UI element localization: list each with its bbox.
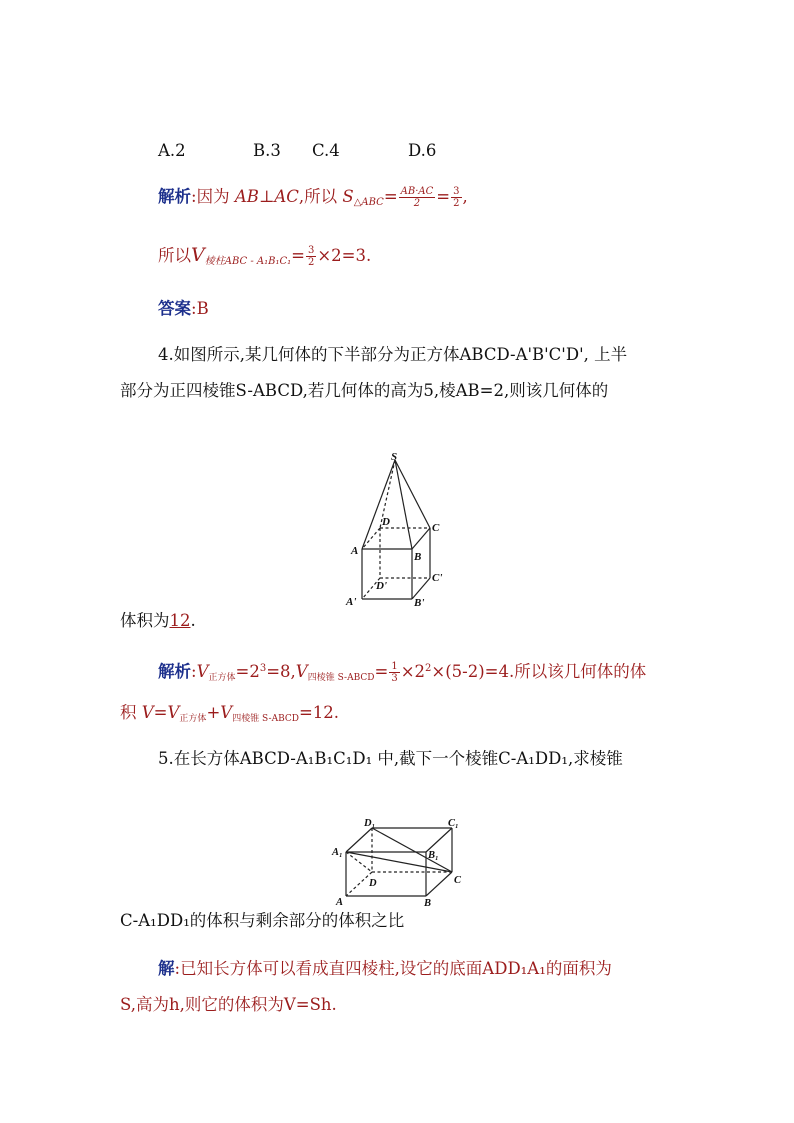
label-a1: A₁ (332, 847, 343, 858)
label-b: B (424, 898, 432, 908)
volume-symbol: V (295, 662, 308, 681)
because-text: 因为 (196, 187, 235, 206)
exponent: 2 (425, 663, 432, 674)
equals: = (374, 662, 389, 681)
label-b1: B₁ (428, 850, 439, 861)
solution-text: 已知长方体可以看成直四棱柱,设它的底面ADD₁A₁的面积为 (180, 959, 612, 978)
condition-text: AB⊥AC (234, 187, 299, 206)
equals: = (383, 187, 398, 206)
label-c-prime: C' (432, 572, 443, 584)
so-text: 所以 (158, 246, 191, 265)
analysis-tail: 所以该几何体的体 (514, 662, 647, 681)
frac-denominator: 3 (391, 673, 398, 684)
answer-line (158, 298, 718, 320)
options-row (158, 140, 718, 162)
option-c: C.4 (312, 141, 340, 160)
calc-result: ×2=3. (317, 246, 372, 265)
fraction-1-3 (389, 661, 399, 684)
frac-numerator: 3 (307, 245, 315, 256)
label-a-prime: A' (346, 596, 357, 608)
area-subscript: △ABC (353, 197, 384, 208)
label-c: C (432, 522, 440, 534)
figure-cuboid (328, 814, 468, 908)
option-b: B.3 (253, 141, 281, 160)
plus-volume: +V (206, 703, 233, 722)
frac-denominator: 2 (453, 198, 460, 209)
period: . (190, 611, 196, 630)
solution-label: 解 (158, 959, 175, 978)
volume-subscript: 四棱锥 S-ABCD (307, 673, 375, 683)
label-d-prime: D' (376, 580, 387, 592)
q4-analysis-line2 (120, 702, 680, 730)
q5-stem-line1: 5.在长方体ABCD-A₁B₁C₁D₁ 中,截下一个棱锥C-A₁DD₁,求棱锥 (158, 749, 623, 768)
fraction-3-2 (306, 245, 316, 268)
q4-stem-line2: 部分为正四棱锥S-ABCD,若几何体的高为5,棱AB=2,则该几何体的 (120, 381, 609, 400)
colon: : (191, 299, 197, 318)
equals: = (436, 187, 451, 206)
option-a: A.2 (158, 141, 186, 160)
exponent: 3 (259, 663, 267, 674)
frac-numerator: AB·AC (400, 186, 434, 197)
total-volume: V=V (141, 703, 180, 722)
colon: : (191, 662, 197, 681)
calc: =2 (235, 662, 260, 681)
calc-result: =8, (266, 662, 296, 681)
frac-numerator: 3 (453, 186, 460, 197)
so-text: ,所以 (298, 187, 343, 206)
q4-volume-line (120, 610, 680, 632)
label-d: D (382, 516, 390, 528)
fraction-3-2 (451, 186, 461, 209)
label-d1: D₁ (364, 818, 376, 829)
figure-cube-pyramid (340, 448, 460, 610)
volume-symbol: V (196, 662, 209, 681)
colon: : (174, 959, 181, 978)
equals: = (291, 246, 305, 265)
q4-analysis-line1 (158, 658, 718, 689)
frac-denominator: 2 (307, 257, 315, 268)
q4-stem-line1: 4.如图所示,某几何体的下半部分为正方体ABCD-A'B'C'D', 上半 (158, 345, 628, 364)
fraction-ab-ac (399, 186, 436, 209)
colon: : (191, 187, 197, 206)
volume-prefix: 体积为 (120, 611, 170, 630)
volume-subscript: 正方体 (179, 714, 207, 724)
volume-subscript: 四棱锥 S-ABCD (232, 714, 299, 724)
label-a: A (336, 897, 344, 908)
q5-solution-line1 (158, 958, 718, 980)
label-a: A (351, 545, 359, 557)
q5-solution-line2: S,高为h,则它的体积为V=Sh. (120, 995, 337, 1014)
label-c1: C₁ (448, 818, 459, 829)
frac-numerator: 1 (391, 661, 398, 672)
frac-denominator: 2 (413, 198, 421, 209)
volume-subscript: 正方体 (208, 673, 236, 683)
label-s: S (391, 451, 398, 463)
volume-symbol: V (191, 244, 205, 266)
line-prefix: 积 (120, 703, 142, 722)
answer-value: B (196, 299, 209, 318)
calc-result: ×(5-2)=4. (431, 662, 515, 681)
label-c: C (454, 875, 462, 886)
analysis-label: 解析 (158, 662, 191, 681)
q3-analysis-line1 (158, 186, 718, 214)
label-d: D (369, 878, 377, 889)
q3-analysis-line2 (158, 244, 718, 273)
answer-label: 答案 (158, 299, 191, 318)
volume-subscript: 棱柱ABC - A₁B₁C₁ (204, 256, 292, 267)
option-d: D.6 (408, 141, 437, 160)
label-b-prime: B' (414, 597, 425, 609)
calc-result: =12. (298, 703, 340, 722)
volume-answer: 12 (169, 611, 191, 630)
label-b: B (414, 551, 422, 563)
area-symbol: S (342, 187, 354, 206)
comma: , (462, 187, 468, 206)
q5-stem-line2: C-A₁DD₁的体积与剩余部分的体积之比 (120, 911, 405, 930)
calc: ×2 (400, 662, 426, 681)
analysis-label: 解析 (158, 187, 191, 206)
